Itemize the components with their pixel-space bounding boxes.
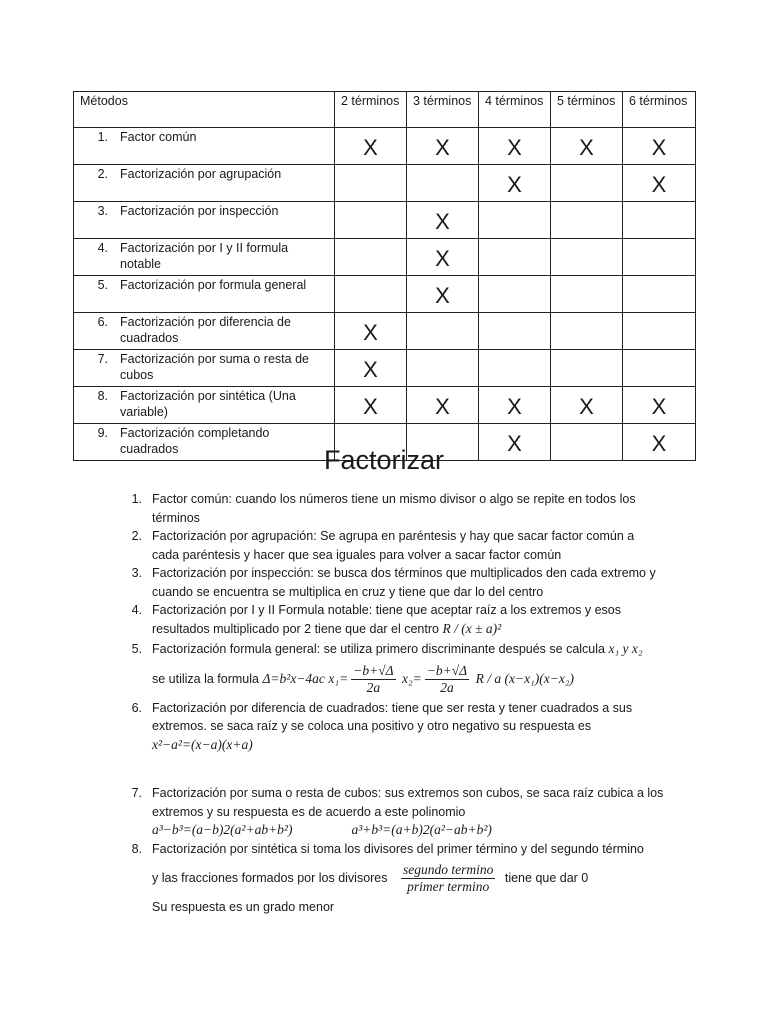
- methods-table: [73, 91, 696, 461]
- method-number: 6.: [97, 315, 108, 329]
- formula-roots: x₁ y x₂: [608, 641, 643, 656]
- table-row: [74, 202, 696, 239]
- table-row: [74, 165, 696, 202]
- header-3-terminos: 3 términos: [407, 92, 479, 128]
- method-cell: [74, 313, 335, 350]
- method-cell: [74, 239, 335, 276]
- definition-text: Su respuesta es un grado menor: [152, 900, 335, 914]
- header-6-terminos: 6 términos: [623, 92, 696, 128]
- definitions-list: [124, 490, 664, 917]
- x-mark: X: [651, 172, 667, 197]
- formula-cubes-line: [152, 821, 664, 840]
- table-header-row: [74, 92, 696, 128]
- definition-text: Factorización por suma o resta de cubos: sus extremos son cubos, se saca raíz cubica a los extremos y su respuesta es de acuerdo a este polinomio: [152, 786, 664, 819]
- method-cell: [74, 128, 335, 165]
- x-mark: X: [651, 135, 667, 160]
- method-cell: [74, 387, 335, 424]
- formula-perfect-square: R / (x ± a)²: [442, 620, 502, 636]
- method-cell: [74, 202, 335, 239]
- item-number: 8.: [131, 841, 142, 856]
- method-number: 2.: [97, 167, 108, 181]
- formula-x1-label: x₁=: [328, 670, 349, 686]
- mark-cell-6-terminos: [623, 165, 696, 202]
- mark-cell-4-terminos: [479, 239, 551, 276]
- definition-text: Factorización formula general: se utiliza primero discriminante después se calcula: [152, 642, 605, 656]
- table-body: [74, 128, 696, 461]
- x-mark: X: [435, 246, 450, 271]
- item-number: 2.: [131, 529, 142, 543]
- method-number: 8.: [97, 389, 108, 403]
- mark-cell-6-terminos: [623, 350, 696, 387]
- definition-text: y las fracciones formados por los divisores: [152, 871, 388, 885]
- mark-cell-2-terminos: [335, 239, 407, 276]
- fraction-numerator: segundo termino: [403, 862, 494, 878]
- definition-text: tiene que dar 0: [504, 871, 589, 885]
- definition-item: [124, 784, 664, 840]
- definition-item: [124, 640, 664, 699]
- mark-cell-6-terminos: [623, 276, 696, 313]
- x-mark: X: [435, 283, 450, 308]
- table-row: [74, 276, 696, 313]
- mark-cell-5-terminos: [551, 313, 623, 350]
- mark-cell-3-terminos: [407, 276, 479, 313]
- mark-cell-5-terminos: [551, 276, 623, 313]
- mark-cell-2-terminos: [335, 165, 407, 202]
- item-number: 1.: [131, 492, 142, 506]
- x-mark: X: [507, 394, 522, 419]
- mark-cell-2-terminos: [335, 202, 407, 239]
- definition-text: Factorización por diferencia de cuadrados: tiene que ser resta y tener cuadrados a sus extremos. se saca raíz y se coloca una positivo y otro negativo su respuesta es: [152, 700, 633, 733]
- definition-item: [124, 601, 664, 638]
- item-number: 3.: [131, 566, 142, 580]
- x-mark: X: [435, 394, 450, 419]
- definition-item: [124, 490, 664, 527]
- mark-cell-2-terminos: [335, 313, 407, 350]
- mark-cell-5-terminos: [551, 239, 623, 276]
- x-mark: X: [507, 135, 522, 160]
- method-number: 7.: [97, 352, 108, 366]
- mark-cell-4-terminos: [479, 165, 551, 202]
- header-2-terminos: 2 términos: [335, 92, 407, 128]
- x-mark: X: [435, 209, 450, 234]
- fraction-divisors: [401, 862, 495, 895]
- method-cell: [74, 350, 335, 387]
- mark-cell-6-terminos: [623, 387, 696, 424]
- fraction-numerator: −b+√Δ: [426, 662, 468, 678]
- mark-cell-5-terminos: [551, 387, 623, 424]
- formula-difference-squares: x²−a²=(x−a)(x+a): [152, 736, 253, 752]
- method-cell: [74, 165, 335, 202]
- method-name: Factorización por diferencia de cuadrados: [120, 315, 291, 345]
- mark-cell-2-terminos: [335, 350, 407, 387]
- fraction-x1: [351, 663, 395, 696]
- formula-discriminant: Δ=b²x−4ac: [262, 670, 325, 686]
- method-name: Factorización por inspección: [120, 204, 279, 218]
- header-metodos: Métodos: [74, 92, 335, 128]
- fraction-denominator: primer termino: [407, 879, 490, 895]
- x-mark: X: [363, 320, 378, 345]
- formula-sum-cubes: a³+b³=(a+b)2(a²−ab+b²): [351, 822, 492, 837]
- mark-cell-3-terminos: [407, 313, 479, 350]
- mark-cell-6-terminos: [623, 239, 696, 276]
- x-mark: X: [363, 135, 378, 160]
- mark-cell-3-terminos: [407, 128, 479, 165]
- method-name: Factorización por suma o resta de cubos: [120, 352, 309, 382]
- item-number: 5.: [131, 642, 142, 656]
- formula-difference-cubes: a³−b³=(a−b)2(a²+ab+b²): [152, 822, 293, 837]
- fraction-x2: [425, 663, 469, 696]
- fraction-numerator: −b+√Δ: [353, 662, 394, 678]
- formula-general-line: [152, 659, 664, 699]
- item-number: 4.: [131, 603, 142, 617]
- mark-cell-4-terminos: [479, 276, 551, 313]
- header-4-terminos: 4 términos: [479, 92, 551, 128]
- mark-cell-3-terminos: [407, 350, 479, 387]
- mark-cell-5-terminos: [551, 128, 623, 165]
- mark-cell-2-terminos: [335, 128, 407, 165]
- method-name: Factorización por I y II formula notable: [120, 241, 289, 271]
- mark-cell-2-terminos: [335, 387, 407, 424]
- table-row: [74, 387, 696, 424]
- table-row: [74, 239, 696, 276]
- mark-cell-4-terminos: [479, 350, 551, 387]
- mark-cell-4-terminos: [479, 202, 551, 239]
- item-number: 6.: [131, 700, 142, 715]
- method-number: 1.: [97, 130, 108, 144]
- definition-text: Factor común: cuando los números tiene un mismo divisor o algo se repite en todos los términos: [152, 492, 636, 525]
- method-name: Factorización completando cuadrados: [120, 426, 270, 456]
- definition-text: Factorización por sintética si toma los divisores del primer término y del segundo término: [152, 841, 644, 856]
- method-name: Factorización por sintética (Una variable): [120, 389, 296, 419]
- table-row: [74, 128, 696, 165]
- item-number: 7.: [131, 786, 142, 800]
- fraction-denominator: 2a: [366, 679, 381, 695]
- mark-cell-6-terminos: [623, 202, 696, 239]
- x-mark: X: [507, 172, 522, 197]
- formula-x2-label: x₂=: [402, 670, 422, 686]
- mark-cell-3-terminos: [407, 239, 479, 276]
- x-mark: X: [651, 431, 667, 456]
- fraction-denominator: 2a: [440, 679, 454, 695]
- x-mark: X: [579, 135, 594, 160]
- method-name: Factor común: [120, 130, 197, 144]
- header-5-terminos: 5 términos: [551, 92, 623, 128]
- mark-cell-2-terminos: [335, 276, 407, 313]
- mark-cell-6-terminos: [623, 128, 696, 165]
- mark-cell-4-terminos: [479, 128, 551, 165]
- mark-cell-5-terminos: [551, 350, 623, 387]
- method-name: Factorización por formula general: [120, 278, 307, 292]
- method-name: Factorización por agrupación: [120, 167, 282, 181]
- definition-item: [124, 699, 664, 755]
- mark-cell-3-terminos: [407, 387, 479, 424]
- x-mark: X: [435, 135, 450, 160]
- method-number: 3.: [97, 204, 108, 218]
- mark-cell-6-terminos: [623, 313, 696, 350]
- definition-text: Factorización por I y II Formula notable: tiene que aceptar raíz a los extremos y esos resultados multiplicado por 2 tiene que dar el centro: [152, 603, 621, 636]
- method-number: 4.: [97, 241, 108, 255]
- mark-cell-5-terminos: [551, 202, 623, 239]
- method-number: 9.: [97, 426, 108, 440]
- mark-cell-4-terminos: [479, 313, 551, 350]
- x-mark: X: [363, 394, 378, 419]
- page-title: Factorizar: [323, 445, 445, 475]
- mark-cell-3-terminos: [407, 165, 479, 202]
- definition-item: [124, 840, 664, 917]
- table-row: [74, 350, 696, 387]
- definition-text: Factorización por inspección: se busca dos términos que multiplicados den cada extremo y cuando se encuentra se multiplica en cruz y tiene que dar lo del centro: [152, 566, 656, 599]
- table-row: [74, 313, 696, 350]
- definition-text: Factorización por agrupación: Se agrupa en paréntesis y hay que sacar factor común a cada paréntesis y hacer que sea iguales para volver a sacar factor común: [152, 529, 635, 562]
- formula-synthetic-line: [152, 858, 664, 898]
- x-mark: X: [579, 394, 594, 419]
- mark-cell-4-terminos: [479, 387, 551, 424]
- definition-item: [124, 527, 664, 564]
- mark-cell-5-terminos: [551, 165, 623, 202]
- method-number: 5.: [97, 278, 108, 292]
- x-mark: X: [363, 357, 378, 382]
- method-cell: [74, 276, 335, 313]
- x-mark: X: [651, 394, 667, 419]
- formula-result: R / a (x−x₁)(x−x₂): [475, 670, 575, 686]
- mark-cell-3-terminos: [407, 202, 479, 239]
- definition-item: [124, 564, 664, 601]
- x-mark: X: [507, 431, 522, 456]
- definition-text: se utiliza la formula: [152, 671, 259, 686]
